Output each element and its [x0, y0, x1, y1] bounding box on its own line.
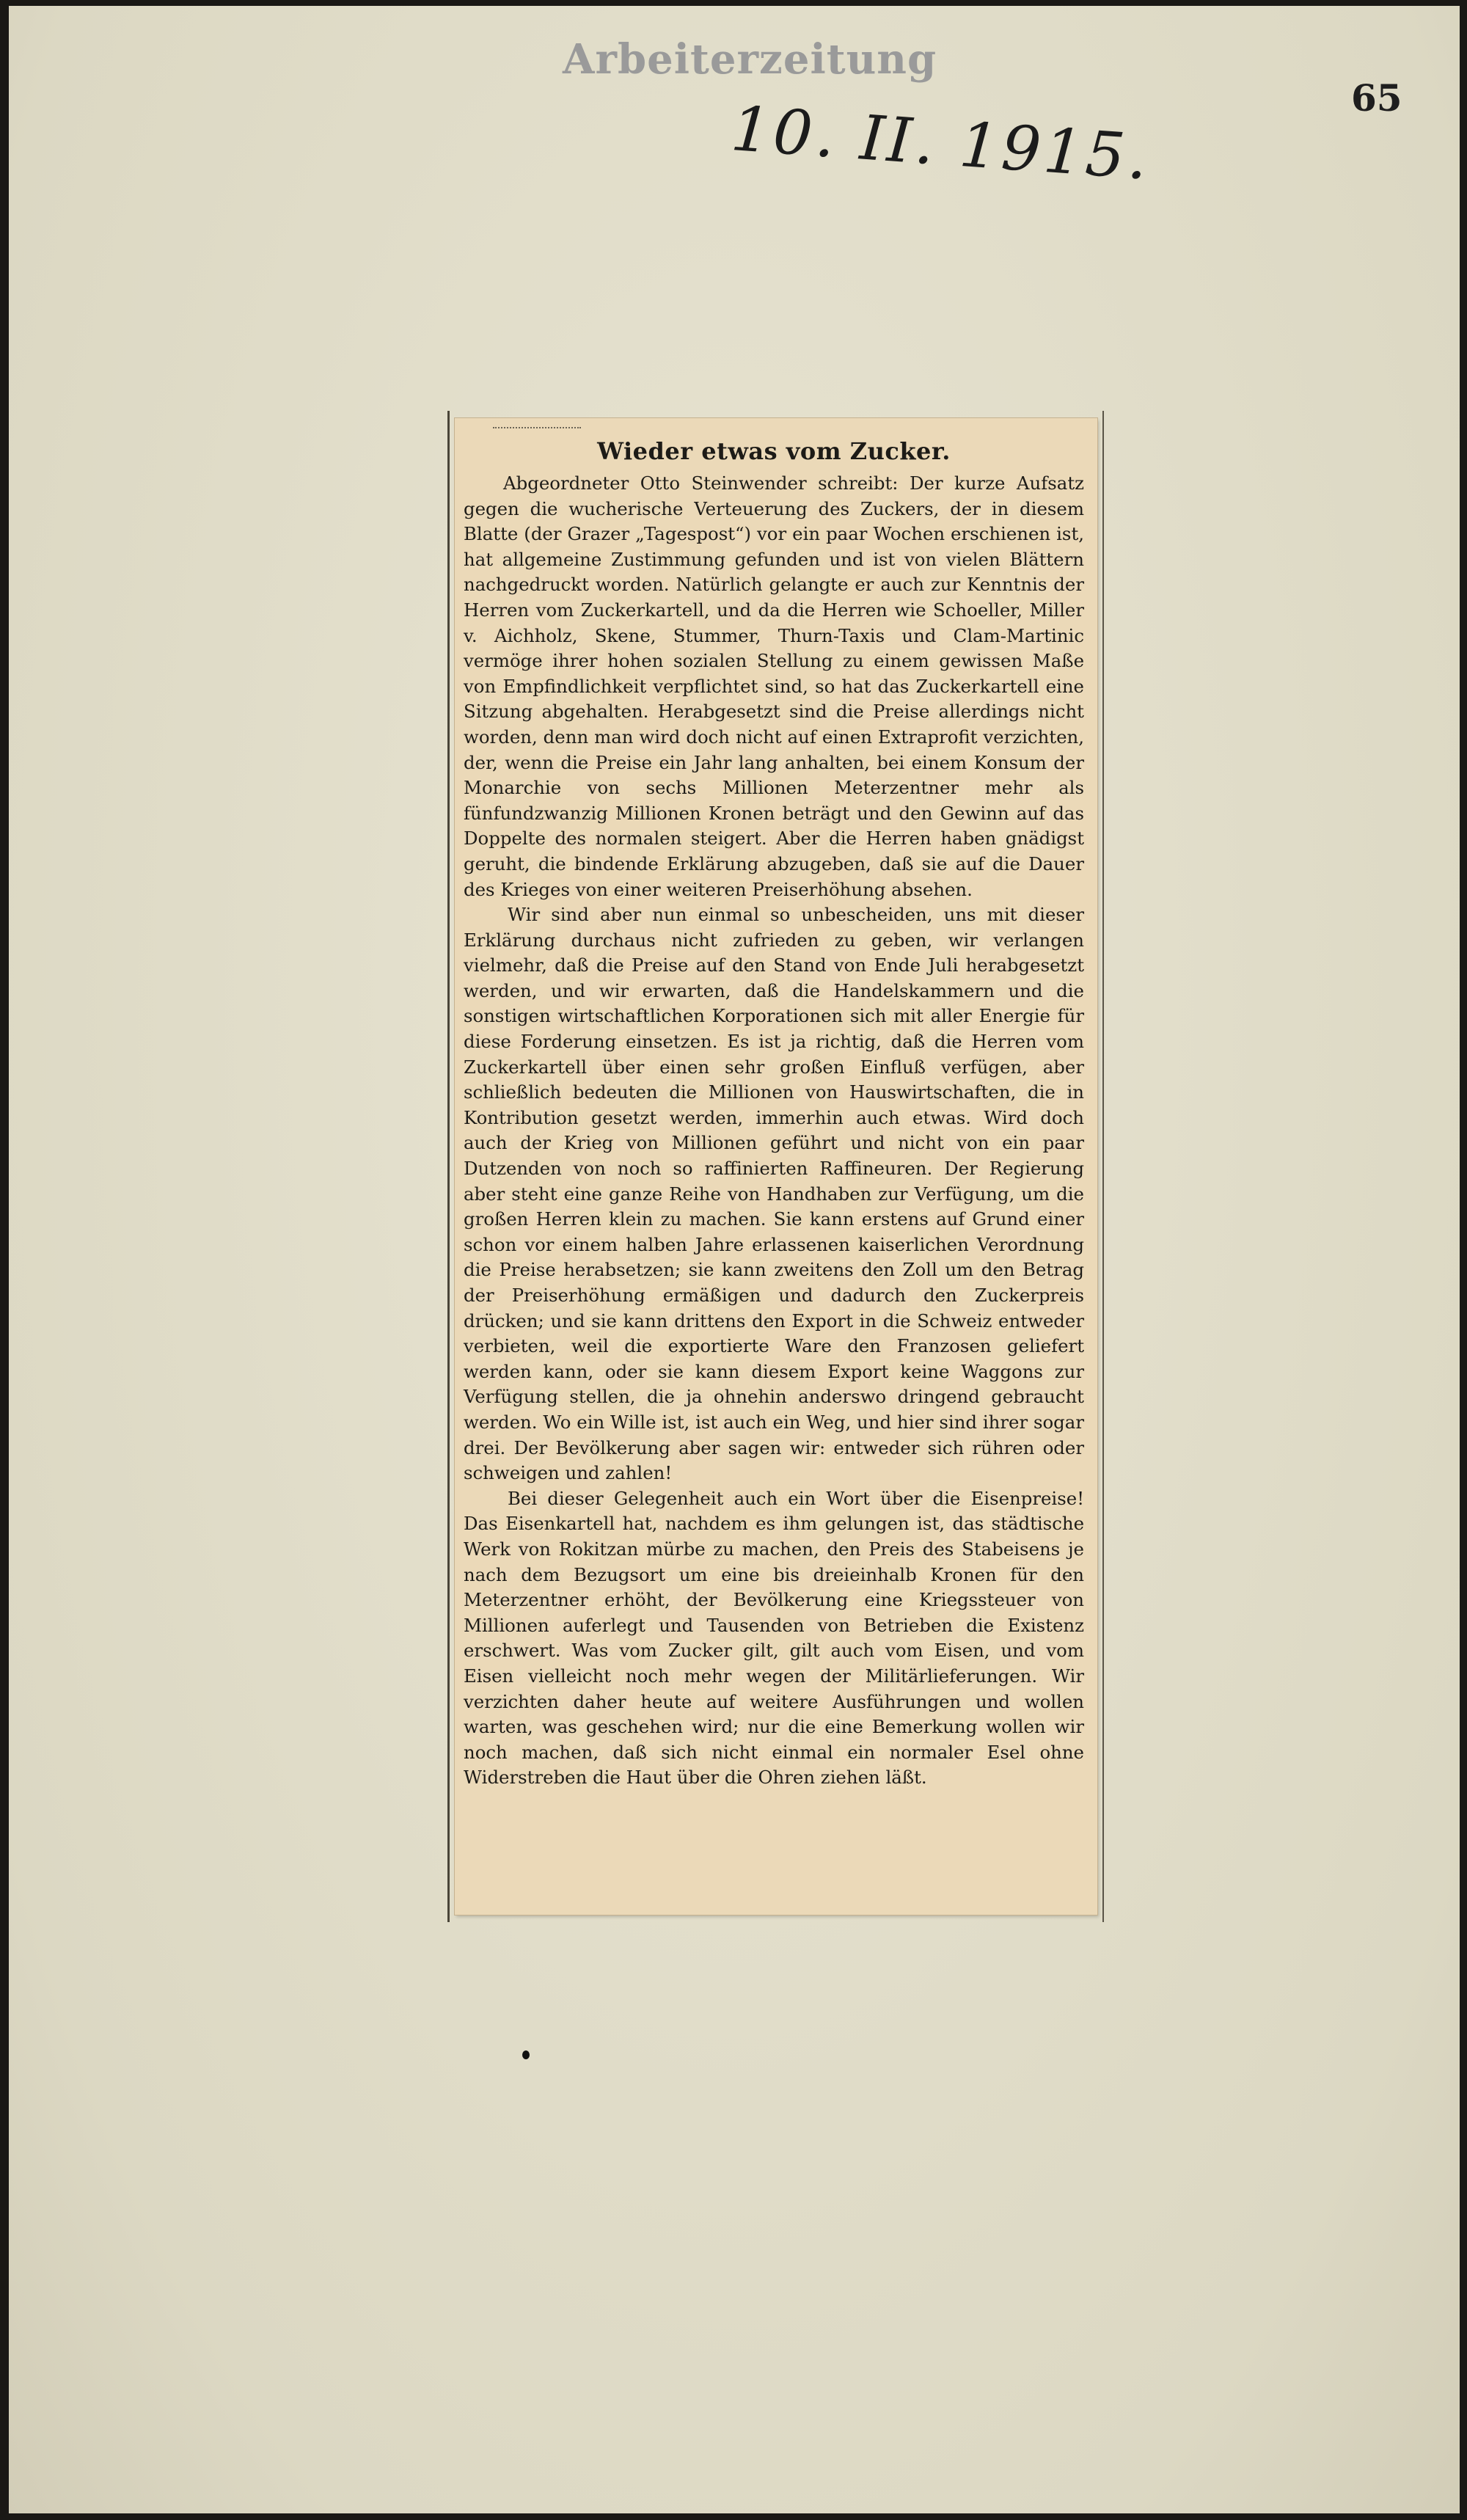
article-paragraph-2: Wir sind aber nun einmal so unbescheiden, uns mit dieser Erklärung durchaus nicht zufrieden zu geben, wir verlangen vielmehr, daß die Preise auf den Stand von Ende Juli herabgesetzt werden, und wir erwarten, daß die Handelskammern und die sonstigen wirtschaftlichen Korporationen sich mit aller Energie für diese Forderung einsetzen. Es ist ja richtig, daß die Herren vom Zuckerkartell über einen sehr großen Einfluß verfügen, aber schließlich bedeuten die Millionen von Hauswirtschaften, die in Kontribution gesetzt werden, immerhin auch etwas. Wird doch auch der Krieg von Millionen geführt und nicht von ein paar Dutzenden von noch so raffinierten Raffineuren. Der Regierung aber steht eine ganze Reihe von Handhaben zur Verfügung, um die großen Herren klein zu machen. Sie kann erstens auf Grund einer schon vor einem halben Jahre erlassenen kaiserlichen Verordnung die Preise herabsetzen; sie kann zweitens den Zoll um den Betrag der Preiserhöhung ermäßigen und dadurch den Zuckerpreis drücken; und sie kann drittens den Export in die Schweiz entweder verbieten, weil die exportierte Ware den Franzosen geliefert werden kann, oder sie kann diesem Export keine Waggons zur Verfügung stellen, die ja ohnehin anderswo dringend gebraucht werden. Wo ein Wille ist, ist auch ein Weg, und hier sind ihrer sogar drei. Der Bevölkerung aber sagen wir: entweder sich rühren oder schweigen und zahlen! [464, 904, 1084, 1484]
ink-spot [522, 2050, 530, 2059]
article-paragraph-1: Abgeordneter Otto Steinwender schreibt: Der kurze Aufsatz gegen die wucherische Verteuerung des Zuckers, der in diesem Blatte (der Grazer „Tagespost“) vor ein paar Wochen erschienen ist, hat allgemeine Zustimmung gefunden und ist von vielen Blättern nachgedruckt worden. Natürlich gelangte er auch zur Kenntnis der Herren vom Zuckerkartell, und da die Herren wie Schoeller, Miller v. Aichholz, Skene, Stummer, Thurn-Taxis und Clam-Martinic vermöge ihrer hohen sozialen Stellung zu einem gewissen Maße von Empfindlichkeit verpflichtet sind, so hat das Zuckerkartell eine Sitzung abgehalten. Herabgesetzt sind die Preise allerdings nicht worden, denn man wird doch nicht auf einen Extraprofit verzichten, der, wenn die Preise ein Jahr lang anhalten, bei einem Konsum der Monarchie von sechs Millionen Meterzentner mehr als fünfundzwanzig Millionen Kronen beträgt und den Gewinn auf das Doppelte des normalen steigert. Aber die Herren haben gnädigst geruht, die bindende Erklärung abzugeben, daß sie auf die Dauer des Krieges von einer weiteren Preiserhöhung absehen. [464, 472, 1084, 900]
article-body [464, 471, 1084, 1791]
article-headline: Wieder etwas vom Zucker. [597, 437, 951, 465]
newspaper-stamp: Arbeiterzeitung [563, 35, 937, 84]
clipping-top-rule [493, 427, 581, 434]
article-paragraph-3: Bei dieser Gelegenheit auch ein Wort über die Eisenpreise! Das Eisenkartell hat, nachdem es ihm gelungen ist, das städtische Werk von Rokitzan mürbe zu machen, den Preis des Stabeisens je nach dem Bezugsort um eine bis dreieinhalb Kronen für den Meterzentner erhöht, der Bevölkerung eine Kriegssteuer von Millionen auferlegt und Tausenden von Betrieben die Existenz erschwert. Was vom Zucker gilt, gilt auch vom Eisen, und vom Eisen vielleicht noch mehr wegen der Militärlieferungen. Wir verzichten daher heute auf weitere Ausführungen und wollen warten, was geschehen wird; nur die eine Bemerkung wollen wir noch machen, daß sich nicht einmal ein normaler Esel ohne Widerstreben die Haut über die Ohren ziehen läßt. [464, 1487, 1084, 1789]
handwritten-date: 10. II. 1915. [728, 92, 1153, 194]
newspaper-clipping [455, 418, 1097, 1915]
page-number: 65 [1351, 76, 1402, 120]
